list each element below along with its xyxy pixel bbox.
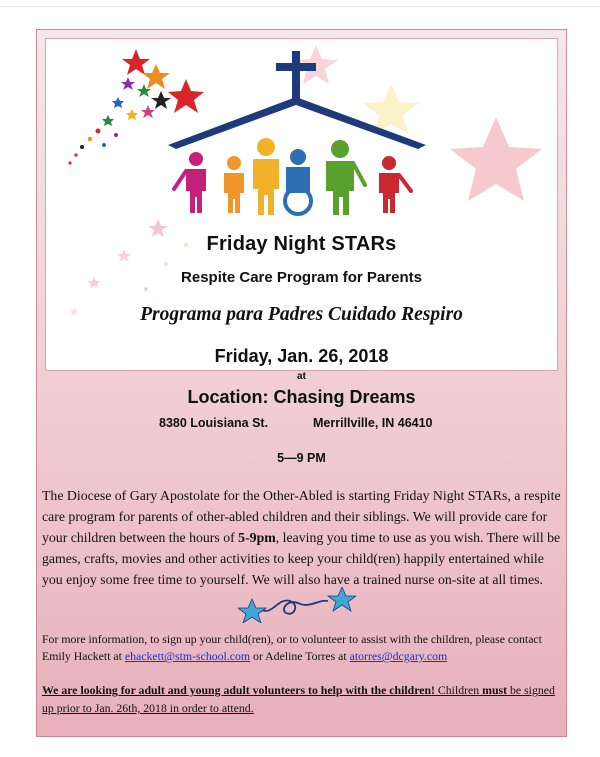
event-subtitle-english: Respite Care Program for Parents [181, 269, 422, 286]
care-hours: 5-9pm [238, 530, 276, 545]
description-text: The Diocese of Gary Apostolate for the Other-Abled is starting Friday Night STARs, a respite care program for parents of other-abled children and their siblings. We will provide care for your children between the hours of [42, 488, 561, 545]
email-link-hackett[interactable]: ehackett@stm-school.com [124, 649, 251, 663]
event-date: Friday, Jan. 26, 2018 [214, 346, 389, 366]
signup-must: must [482, 683, 508, 697]
address-street: 8380 Louisiana St. [159, 416, 269, 430]
top-divider [0, 6, 600, 7]
event-subtitle-spanish: Programa para Padres Cuidado Respiro [140, 304, 463, 325]
signup-text: Children [434, 683, 483, 697]
header-banner [45, 38, 558, 371]
contact-text: For more information, to sign up your child(ren), or to volunteer to assist with the children, please contact Emily Hackett at [42, 632, 542, 663]
swirl-stars-icon [238, 587, 356, 623]
volunteer-notice [42, 681, 562, 717]
description-paragraph [42, 485, 562, 590]
contact-paragraph [42, 631, 562, 665]
volunteer-call: We are looking for adult and young adult volunteers to help with the children! [42, 683, 435, 697]
at-label: at [297, 371, 306, 382]
family-figures-icon [174, 138, 411, 215]
description-text-continued: , leaving you time to use as you wish. There will be games, crafts, movies and other activities to keep your child(ren) happily entertained while you enjoy some free time to yourself. We will also have a trained nurse on-site at all times. [42, 530, 561, 587]
event-location: Location: Chasing Dreams [187, 387, 416, 407]
contact-text-continued: or Adeline Torres at [250, 649, 350, 663]
address-city: Merrillville, IN 46410 [313, 416, 433, 430]
event-title: Friday Night STARs [206, 233, 397, 255]
email-link-torres[interactable]: atorres@dcgary.com [349, 649, 448, 663]
flyer [36, 29, 567, 737]
event-time: 5—9 PM [277, 451, 326, 465]
signup-deadline: be signed up prior to Jan. 26th, 2018 in order to attend. [42, 683, 555, 715]
